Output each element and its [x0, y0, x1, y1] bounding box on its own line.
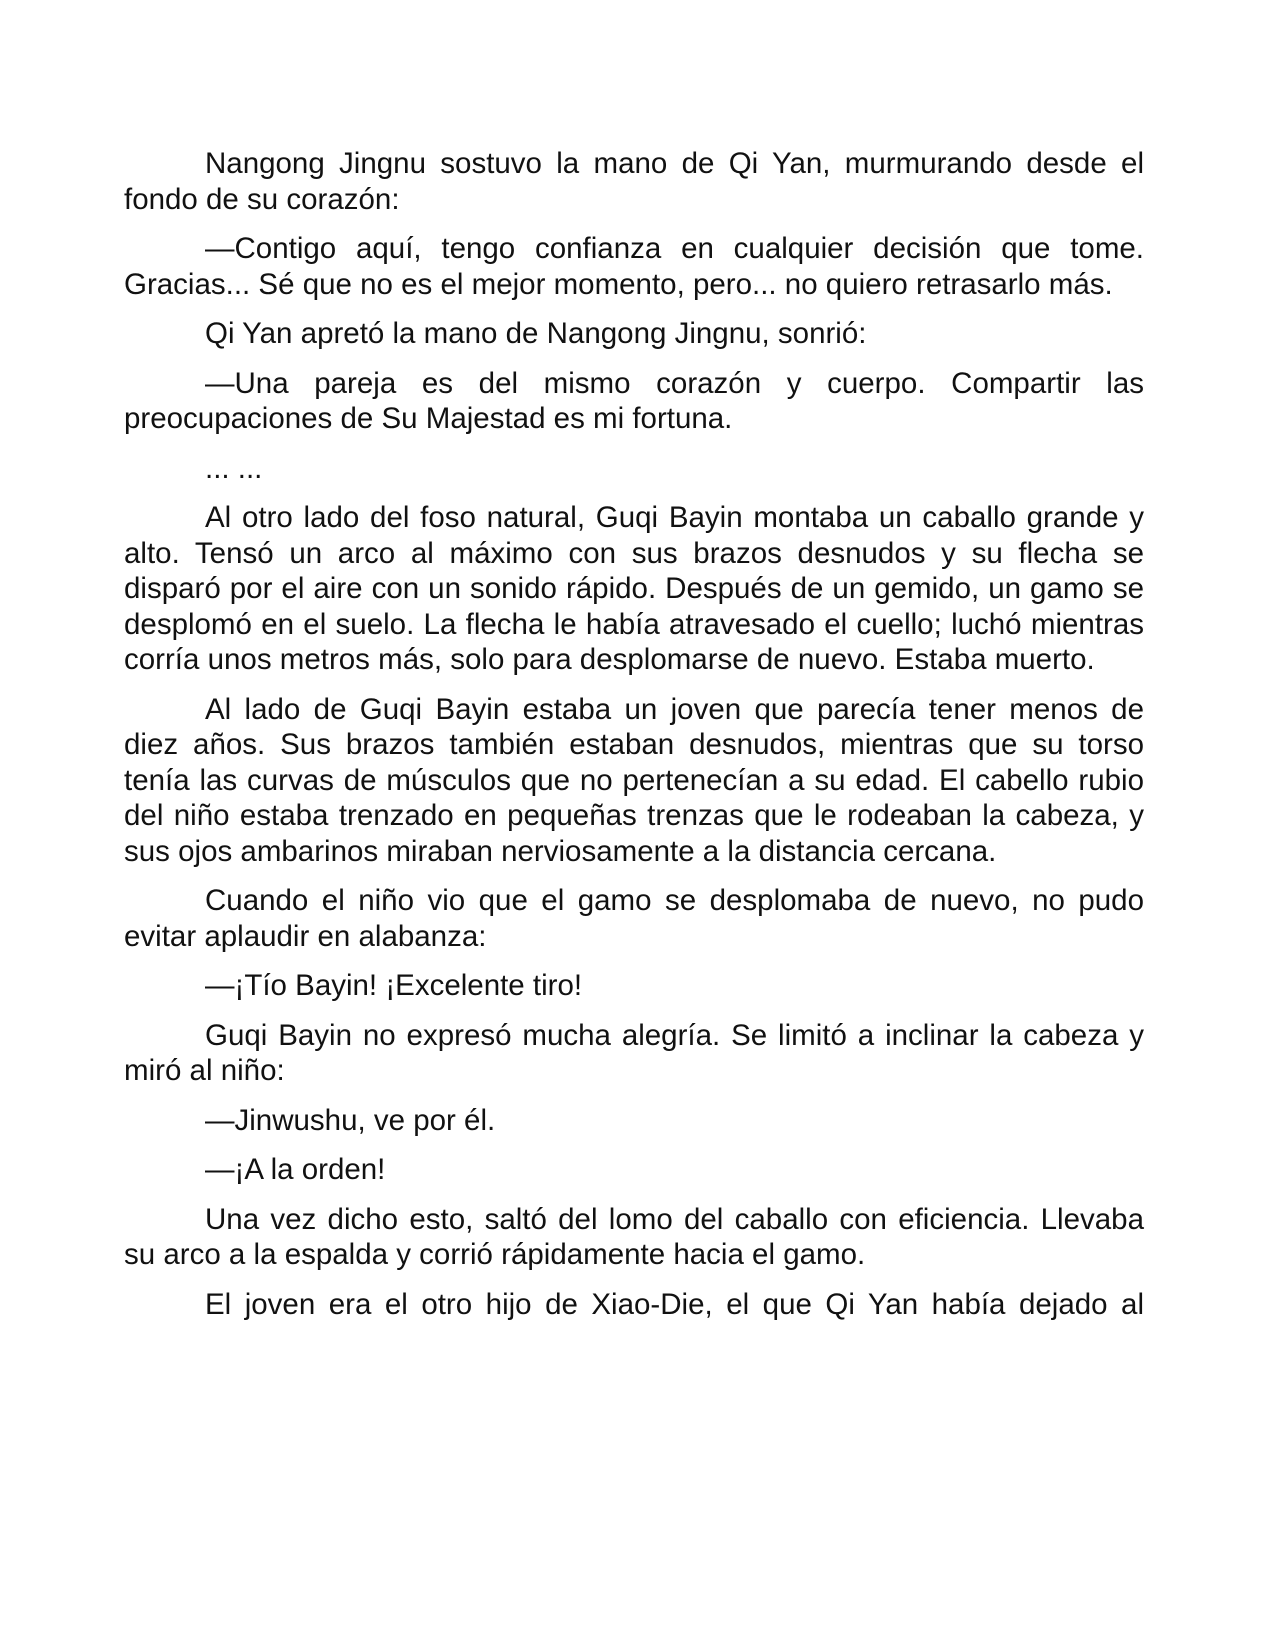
body-text: [124, 146, 1144, 1336]
paragraph: —Una pareja es del mismo corazón y cuerpo. Compartir las preocupaciones de Su Majestad es mi fortuna.: [124, 366, 1144, 435]
paragraph: El joven era el otro hijo de Xiao-Die, el que Qi Yan había dejado al: [205, 1287, 1144, 1321]
paragraph: —Contigo aquí, tengo confianza en cualquier decisión que tome. Gracias... Sé que no es el mejor momento, pero... no quiero retrasarlo más.: [124, 232, 1144, 301]
paragraph: Una vez dicho esto, saltó del lomo del caballo con eficiencia. Llevaba su arco a la espalda y corrió rápidamente hacia el gamo.: [124, 1202, 1144, 1271]
paragraph: Qi Yan apretó la mano de Nangong Jingnu, sonrió:: [205, 317, 867, 350]
paragraph: —Jinwushu, ve por él.: [205, 1103, 496, 1137]
paragraph: Al otro lado del foso natural, Guqi Bayin montaba un caballo grande y alto. Tensó un arco al máximo con sus brazos desnudos y su flecha se disparó por el aire con un sonido rápido. Después de un gemido, un gamo se desplomó en el suelo. La flecha le había atravesado el cuello; luchó mientras corría unos metros más, solo para desplomarse de nuevo. Estaba muerto.: [124, 501, 1144, 676]
paragraph: Cuando el niño vio que el gamo se desplomaba de nuevo, no pudo evitar aplaudir en alabanza:: [124, 884, 1144, 953]
paragraph: Nangong Jingnu sostuvo la mano de Qi Yan, murmurando desde el fondo de su corazón:: [124, 147, 1144, 216]
paragraph: —¡A la orden!: [205, 1153, 386, 1186]
paragraph: Guqi Bayin no expresó mucha alegría. Se limitó a inclinar la cabeza y miró al niño:: [124, 1018, 1144, 1087]
paragraph: Al lado de Guqi Bayin estaba un joven que parecía tener menos de diez años. Sus brazos también estaban desnudos, mientras que su torso tenía las curvas de músculos que no pertenecían a su edad. El cabello rubio del niño estaba trenzado en pequeñas trenzas que le rodeaban la cabeza, y sus ojos ambarinos miraban nerviosamente a la distancia cercana.: [124, 692, 1144, 868]
paragraph: —¡Tío Bayin! ¡Excelente tiro!: [205, 969, 583, 1002]
scene-break: ... ...: [205, 451, 263, 485]
